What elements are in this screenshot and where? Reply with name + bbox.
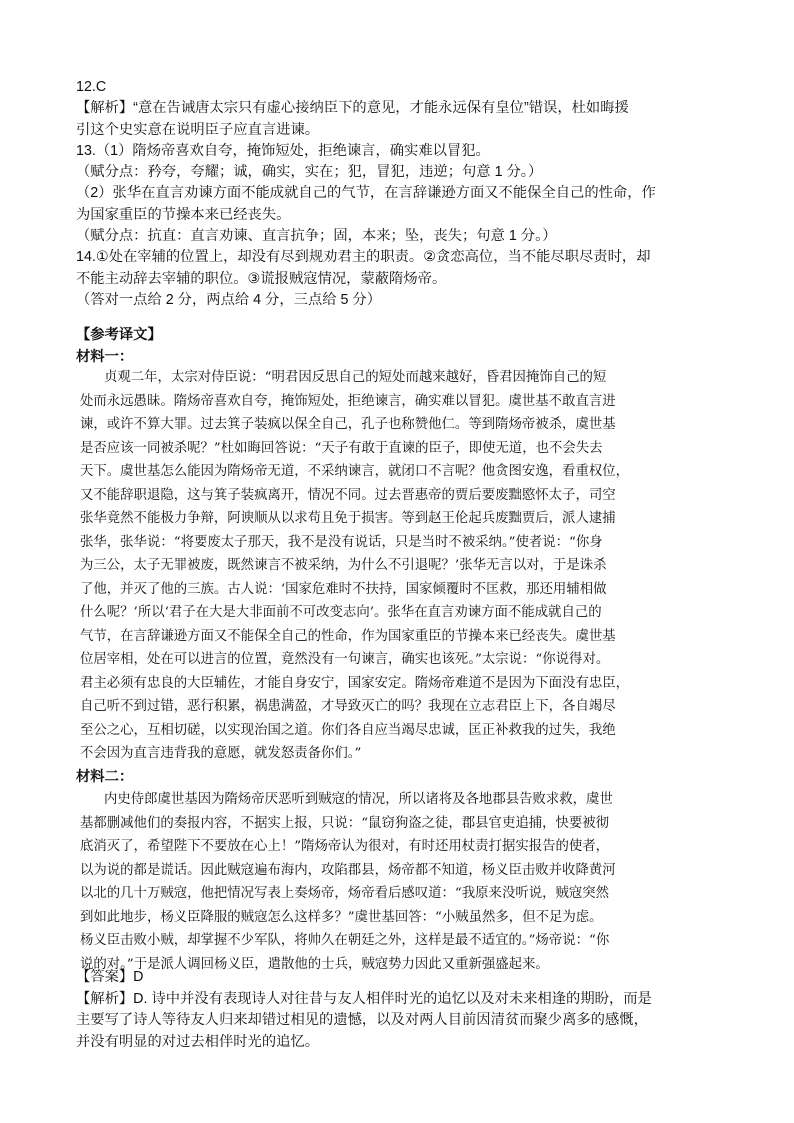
material1-line: 是否应该一同被杀呢？”杜如晦回答说：“天子有敢于直谏的臣子，即使无道，也不会失去 [80, 440, 603, 456]
material1-body [76, 366, 724, 766]
answer2-answer: 【答案】D [76, 969, 144, 985]
material1-line: 君主必须有忠良的大臣辅佐，才能自身安宁，国家安定。隋炀帝难道不是因为下面没有忠臣， [80, 675, 630, 691]
answers-section [76, 77, 724, 311]
q12-analysis-line: 引这个史实意在说明臣子应直言进谏。 [76, 121, 320, 138]
material2-line: 杨义臣击败小贼，却掌握不少军队，将帅久在朝廷之外，这样是最不适宜的。”炀帝说：“你 [80, 933, 610, 948]
material2-line: 到如此地步，杨义臣降服的贼寇怎么这样多？”虞世基回答：“小贼虽然多，但不足为虑。 [80, 909, 603, 925]
material1-line: 谏，或许不算大罪。过去箕子装疯以保全自己，孔子也称赞他仁。等到隋炀帝被杀，虞世基 [80, 417, 616, 432]
translation-heading: 【参考译文】 [76, 327, 162, 343]
q13-part2-score: （赋分点：抗直：直言劝谏、直言抗争；固，本来；坠，丧失；句意 1 分。） [76, 228, 557, 245]
material2-line: 内史侍郎虞世基因为隋炀帝厌恶听到贼寇的情况，所以诸将及各地郡县告败求救，虞世 [104, 792, 613, 807]
q13-part2-line: 为国家重臣的节操本来已经丧失。 [76, 206, 291, 223]
material2-line: 说的对。”于是派人调回杨义臣，遣散他的士兵，贼寇势力因此又重新强盛起来。 [80, 956, 549, 972]
material2-title: 材料二： [76, 769, 134, 785]
material2-line: 基都删减他们的奏报内容，不据实上报，只说：“鼠窃狗盗之徒，郡县官吏追捕，快要被彻 [80, 815, 610, 831]
material1-line: 天下。虞世基怎么能因为隋炀帝无道，不采纳谏言，就闭口不言呢？他贪图安逸，看重权位， [80, 464, 630, 479]
material1-line: 贞观二年，太宗对侍臣说：“明君因反思自己的短处而越来越好，昏君因掩饰自己的短 [104, 370, 607, 385]
q14-answer-line: 不能主动辞去宰辅的职位。③谎报贼寇情况，蒙蔽隋炀帝。 [76, 270, 447, 287]
q12-answer: 12.C [76, 79, 107, 95]
material1-line: 自己听不到过错，恶行积累，祸患满盈，才导致灭亡的吗？我现在立志君臣上下，各自竭尽 [80, 699, 616, 714]
material1-line: 又不能辞职退隐，这与箕子装疯离开，情况不同。过去晋惠帝的贾后要废黜愍怀太子，司空 [80, 487, 616, 503]
material1-title: 材料一： [76, 349, 134, 365]
q13-part1: 13.（1）隋炀帝喜欢自夸，掩饰短处，拒绝谏言，确实难以冒犯。 [76, 142, 490, 159]
material1-line: 气节，在言辞谦逊方面又不能保全自己的性命，作为国家重臣的节操本来已经丧失。虞世基 [80, 628, 616, 644]
q13-part2-line: （2）张华在直言劝谏方面不能成就自己的气节，在言辞谦逊方面又不能保全自己的性命，作 [76, 185, 656, 202]
material1-line: 不会因为直言违背我的意愿，就发怒责备你们。” [80, 746, 362, 761]
material2-line: 底消灭了，希望陛下不要放在心上！”隋炀帝认为很对，有时还用杖责打据实报告的使者， [80, 839, 610, 854]
material1-line: 张华，张华说：“将要废太子那天，我不是没有说话，只是当时不被采纳。”使者说：“你身 [80, 534, 603, 550]
material1-line: 了他，并灭了他的三族。古人说：‘国家危难时不扶持，国家倾覆时不匡救，那还用辅相做 [80, 581, 607, 597]
q12-analysis-line: 【解析】“意在告诫唐太宗只有虚心接纳臣下的意见，才能永远保有皇位”错误，杜如晦援 [76, 100, 629, 117]
material1-line: 至公之心，互相切磋，以实现治国之道。你们各自应当竭尽忠诚，匡正补救我的过失，我绝 [80, 722, 616, 738]
material2-line: 以北的几十万贼寇，他把情况写表上奏炀帝，炀帝看后感叹道：“我原来没听说，贼寇突然 [80, 886, 610, 901]
answer2-analysis-line: 【解析】D. 诗中并没有表现诗人对往昔与友人相伴时光的追忆以及对未来相逢的期盼，而是 [76, 990, 652, 1007]
answer2-analysis-line: 并没有明显的对过去相伴时光的追忆。 [76, 1033, 320, 1050]
material1-line: 什么呢？’所以‘君子在大是大非面前不可改变志向’。张华在直言劝谏方面不能成就自己的 [80, 605, 602, 620]
material1-line: 张华竟然不能极力争辩，阿谀顺从以求苟且免于损害。等到赵王伦起兵废黜贾后，派人逮捕 [80, 511, 616, 526]
material2-line: 以为说的都是谎话。因此贼寇遍布海内，攻陷郡县，炀帝都不知道，杨义臣击败并收降黄河 [80, 862, 616, 878]
answer2-section [76, 967, 724, 1053]
material1-line: 处而永远愚昧。隋炀帝喜欢自夸，掩饰短处，拒绝谏言，确实难以冒犯。虞世基不敢直言进 [80, 393, 616, 409]
q13-part1-score: （赋分点：矜夸，夸耀；诚，确实，实在；犯，冒犯，违逆；句意 1 分。） [76, 164, 543, 181]
material2-body [76, 788, 724, 976]
material1-line: 位居宰相，处在可以进言的位置，竟然没有一句谏言，确实也该死。”太宗说：“你说得对。 [80, 652, 610, 667]
material1-line: 为三公，太子无罪被废，既然谏言不被采纳，为什么不引退呢？’张华无言以对，于是诛杀 [80, 558, 607, 573]
q14-score: （答对一点给 2 分，两点给 4 分，三点给 5 分） [76, 291, 382, 308]
q14-answer-line: 14.①处在宰辅的位置上，却没有尽到规劝君主的职责。②贪恋高位，当不能尽职尽责时，却 [76, 249, 651, 266]
answer2-analysis-line: 主要写了诗人等待友人归来却错过相见的遗憾，以及对两人目前因清贫而聚少离多的感慨， [76, 1012, 648, 1028]
